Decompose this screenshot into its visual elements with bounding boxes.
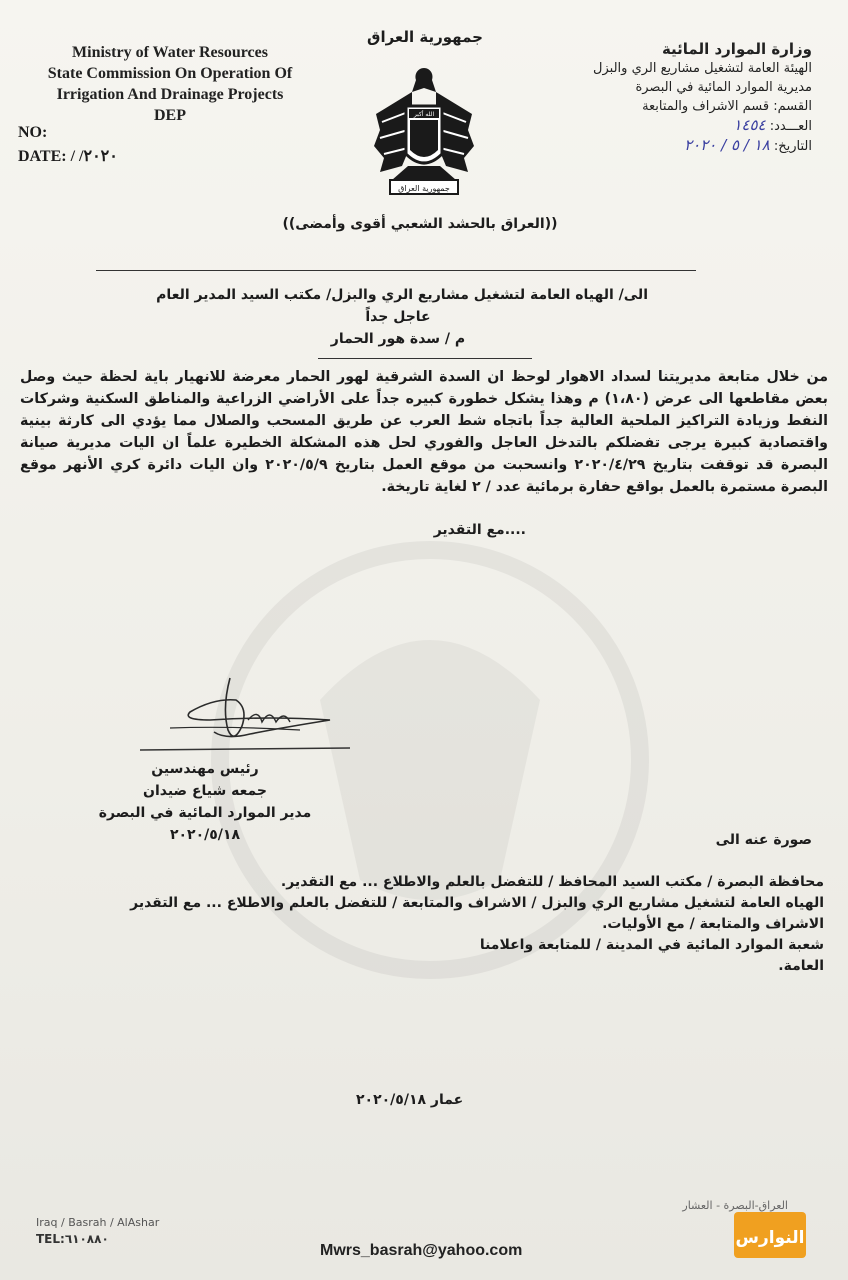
copy-recipient-2: الهياه العامة لتشغيل مشاريع الري والبزل / الاشراف والمتابعة / للتفضل بالعلم والاطلاع ... مع التقدير: [130, 895, 824, 911]
copy-recipient-1: محافظة البصرة / مكتب السيد المحافظ / للتفضل بالعلم والاطلاع ... مع التقدير.: [280, 874, 824, 890]
department-ar: القسم: قسم الاشراف والمتابعة: [642, 99, 812, 114]
emblem-caption: جمهورية العراق: [398, 184, 450, 193]
signatory-date: ٢٠٢٠/٥/١٨: [169, 827, 241, 843]
email-address[interactable]: Mwrs_basrah@yahoo.com: [320, 1242, 523, 1259]
copy-recipient-4-cont: العامة.: [778, 958, 824, 974]
urgency-line: عاجل جداً: [365, 309, 431, 325]
signatory-position: مدير الموارد المائية في البصرة: [98, 805, 312, 821]
letter-body: [20, 366, 828, 498]
copies-list: [104, 872, 824, 977]
copy-recipient-4: شعبة الموارد المائية في المدينة / للمتابعة واعلامنا: [479, 937, 824, 953]
emblem-motto: الله أكبر: [413, 111, 435, 118]
signatory-title: رئيس مهندسين: [151, 761, 259, 777]
header-divider: [96, 270, 696, 271]
logo-text: النوارس: [735, 1228, 805, 1248]
arabic-letterhead: [552, 40, 812, 156]
english-letterhead: [20, 42, 320, 126]
copies-heading: صورة عنه الى: [715, 832, 812, 848]
address-en: Iraq / Basrah / AlAshar: [36, 1216, 160, 1229]
iraq-eagle-emblem: [372, 62, 476, 202]
address-ar: العراق-البصرة - العشار: [682, 1199, 788, 1212]
signatory-block: [70, 758, 340, 846]
department-abbrev: DEP: [154, 107, 186, 124]
ministry-name-en: Ministry of Water Resources: [72, 44, 268, 61]
watermark-logo-icon: [734, 1212, 806, 1258]
commission-name-ar: الهيئة العامة لتشغيل مشاريع الري والبزل: [593, 61, 812, 76]
author-initials-date: عمار ٢٠٢٠/٥/١٨: [356, 1092, 464, 1108]
footer-address-en: [36, 1214, 159, 1248]
date-value: ١٨ / ٥ / ٢٠٢٠: [684, 136, 770, 154]
commission-name-en-2: Irrigation And Drainage Projects: [56, 86, 284, 103]
handwritten-signature: [130, 668, 360, 758]
number-value: ١٤٥٤: [733, 116, 766, 134]
ministry-name-ar: وزارة الموارد المائية: [661, 40, 812, 58]
subject-underline: [318, 358, 532, 359]
signatory-name: جمعه شياع ضيدان: [143, 783, 267, 799]
telephone-en: TEL:٦١٠٨٨٠: [36, 1232, 109, 1246]
body-paragraph: من خلال متابعة مديريتنا لسداد الاهوار لوحظ ان السدة الشرقية لهور الحمار معرضة للانهيار باية لحظة حيث وصل بعض مقاطعها الى عرض (١،٨٠) م وهذا يشكل خطورة كبيره جداً على الأراضي الزراعية والمناطق السكنية وشركات النفط وزيادة التراكيز الملحية العالية جداً باتجاه شط العرب عن طريق المسحب والصلال مما يؤدي الى كارثة بينية واقتصادية كبيرة يرجى تفضلكم بالتدخل العاجل والفوري لحل هذه المشكلة الخطيرة علماً ان اليات مديرية صيانة البصرة قد توقفت بتاريخ ٢٠٢٠/٤/٢٩ وانسحبت من موقع العمل بتاريخ ٢٠٢٠/٥/٩ وان اليات دائرة كري الأنهر موقع البصرة مستمرة بالعمل بواقع حفارة برمائية عدد / ٢ لغاية تاريخة.: [20, 369, 829, 495]
slogan: ((العراق بالحشد الشعبي أقوى وأمضى)): [282, 216, 558, 232]
number-field-ar: العـــدد: ١٤٥٤: [733, 116, 812, 134]
date-field-ar: التاريخ: ١٨ / ٥ / ٢٠٢٠: [684, 136, 812, 154]
copy-recipient-3: الاشراف والمتابعة / مع الأوليات.: [602, 916, 824, 932]
number-field-en: NO:: [18, 124, 48, 141]
directorate-name-ar: مديرية الموارد المائية في البصرة: [635, 80, 812, 95]
addressee-line: الى/ الهياه العامة لتشغيل مشاريع الري والبزل/ مكتب السيد المدير العام: [156, 287, 648, 303]
addressee-block: [148, 284, 648, 350]
subject-line: م / سدة هور الحمار: [330, 331, 466, 347]
closing-regards: ....مع التقدير: [433, 522, 526, 538]
republic-title: جمهورية العراق: [367, 28, 483, 46]
commission-name-en: State Commission On Operation Of: [47, 65, 293, 82]
date-field-en: DATE: / /٢٠٢٠: [18, 148, 118, 165]
